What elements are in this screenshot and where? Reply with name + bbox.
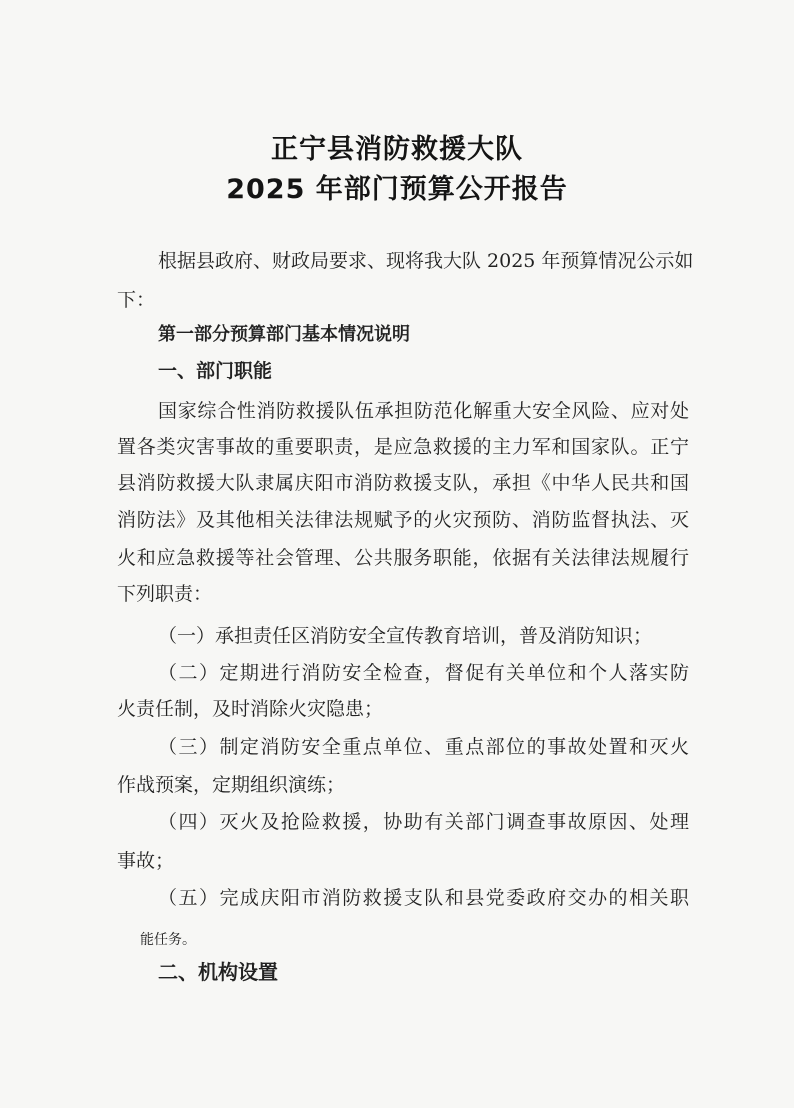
duty-5-line-1: （五）完成庆阳市消防救援支队和县党委政府交办的相关职 (158, 887, 689, 909)
duty-3-line-2: 作战预案，定期组织演练； (117, 774, 346, 796)
intro-line-1: 根据县政府、财政局要求、现将我大队 2025 年预算情况公示如 (158, 250, 694, 272)
intro-line-2: 下： (117, 289, 156, 311)
duty-4-line-1: （四）灭火及抢险救援，协助有关部门调查事故原因、处理 (158, 811, 689, 833)
paragraph-line: 县消防救援大队隶属庆阳市消防救援支队，承担《中华人民共和国 (117, 472, 689, 494)
duty-1-line-1: （一）承担责任区消防安全宣传教育培训，普及消防知识； (158, 625, 653, 647)
duty-5-line-2: 能任务。 (140, 932, 196, 948)
paragraph-line: 消防法》及其他相关法律法规赋予的火灾预防、消防监督执法、灭 (117, 509, 689, 531)
duty-3-line-1: （三）制定消防安全重点单位、重点部位的事故处置和灭火 (158, 736, 689, 758)
paragraph-line: 下列职责： (117, 583, 213, 605)
section1-heading: 一、部门职能 (158, 360, 273, 382)
document-title-line2: 2025 年部门预算公开报告 (226, 174, 568, 205)
section2-heading: 二、机构设置 (158, 960, 278, 984)
duty-2-line-2: 火责任制，及时消除火灾隐患； (117, 698, 384, 720)
part1-heading: 第一部分预算部门基本情况说明 (158, 324, 410, 345)
paragraph-line: 置各类灾害事故的重要职责，是应急救援的主力军和国家队。正宁 (117, 436, 689, 458)
duty-4-line-2: 事故； (117, 850, 175, 872)
paragraph-line: 国家综合性消防救援队伍承担防范化解重大安全风险、应对处 (158, 400, 689, 422)
duty-2-line-1: （二）定期进行消防安全检查，督促有关单位和个人落实防 (158, 662, 689, 684)
document-title-line1: 正宁县消防救援大队 (271, 134, 523, 165)
paragraph-line: 火和应急救援等社会管理、公共服务职能，依据有关法律法规履行 (117, 547, 689, 569)
